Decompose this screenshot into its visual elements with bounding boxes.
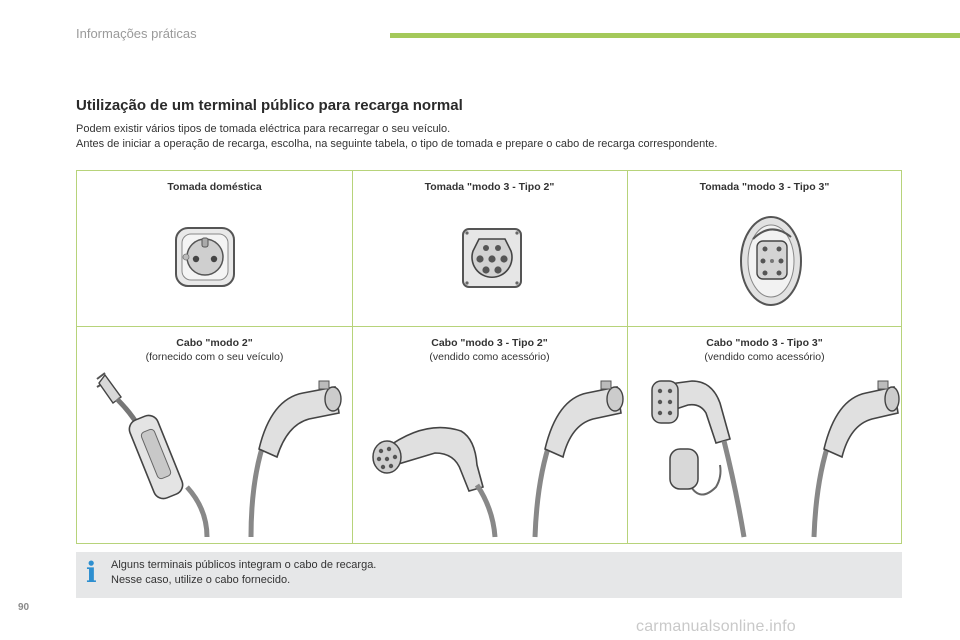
info-note-text (111, 558, 376, 588)
intro-line: Podem existir vários tipos de tomada eléctrica para recarregar o seu veículo. (76, 123, 451, 135)
cable-note-mode2: (fornecido com o seu veículo) (145, 351, 284, 363)
table-divider (77, 326, 901, 327)
info-note (76, 552, 902, 598)
watermark: carmanualsonline.info (636, 618, 796, 635)
info-note-line: Alguns terminais públicos integram o cabo de recarga. (111, 559, 377, 571)
intro-line: Antes de iniciar a operação de recarga, escolha, na seguinte tabela, o tipo de tomada e prepare o cabo de recarga correspondente. (76, 138, 718, 150)
type2-socket-icon (461, 227, 525, 291)
section-header: Informações práticas (76, 26, 197, 41)
cable-header-type2: Cabo "modo 3 - Tipo 2" (431, 337, 548, 349)
info-icon: i (86, 556, 97, 589)
page-title: Utilização de um terminal público para recarga normal (76, 97, 463, 114)
page-number: 90 (18, 602, 30, 613)
socket-header-type2: Tomada "modo 3 - Tipo 2" (424, 181, 555, 193)
header-accent-bar (390, 33, 960, 38)
cable-note-type2: (vendido como acessório) (429, 351, 550, 363)
intro-text (76, 122, 717, 152)
connector-table (76, 170, 902, 544)
type3-socket-icon (737, 211, 807, 307)
domestic-socket-icon (174, 226, 238, 290)
mode2-cable-icon (87, 369, 349, 539)
type3-cable-icon (640, 369, 902, 539)
cable-header-type3: Cabo "modo 3 - Tipo 3" (706, 337, 823, 349)
socket-header-domestic: Tomada doméstica (167, 181, 262, 193)
cable-header-mode2: Cabo "modo 2" (176, 337, 253, 349)
info-note-line: Nesse caso, utilize o cabo fornecido. (111, 574, 291, 586)
cable-note-type3: (vendido como acessório) (704, 351, 825, 363)
type2-cable-icon (365, 369, 627, 539)
socket-header-type3: Tomada "modo 3 - Tipo 3" (699, 181, 830, 193)
